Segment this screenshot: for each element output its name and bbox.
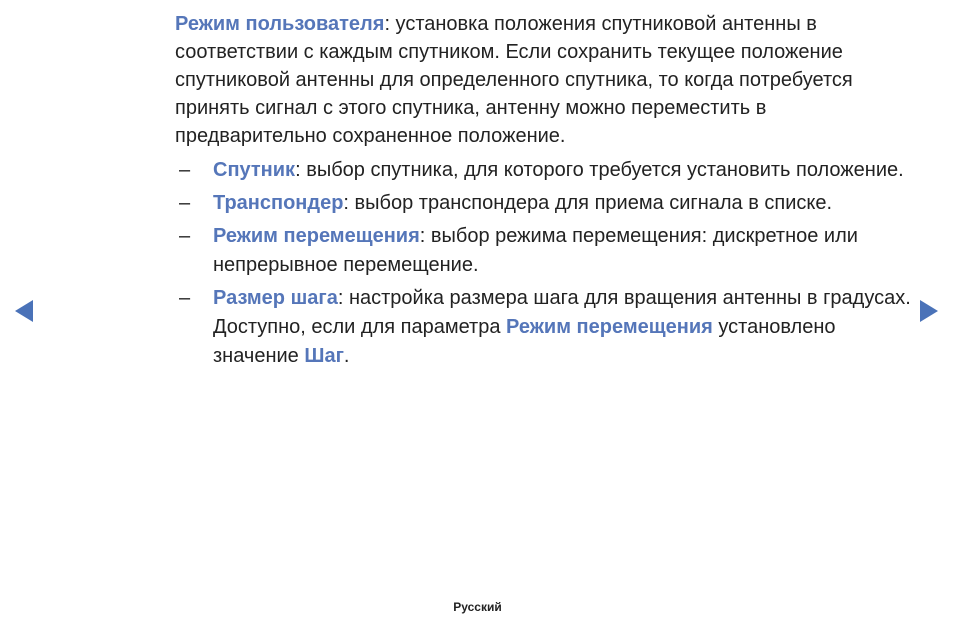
item-text: установлено значение (213, 316, 836, 367)
item-term: Транспондер (213, 192, 344, 214)
list-item-satellite (175, 156, 915, 185)
item-text: . (343, 345, 350, 367)
item-term: Размер шага (213, 287, 338, 309)
dash-bullet: – (179, 192, 191, 214)
list-item-transponder (175, 189, 915, 218)
footer-language: Русский (453, 600, 502, 614)
intro-paragraph (175, 10, 915, 150)
next-page-arrow-icon[interactable] (920, 300, 938, 322)
item-text: : выбор спутника, для которого требуется установить положение. (295, 159, 904, 181)
item-term-step: Шаг (304, 345, 344, 367)
dash-bullet: – (179, 287, 191, 309)
list-item-movement-mode (175, 222, 915, 280)
dash-bullet: – (179, 225, 191, 247)
item-text: : выбор режима перемещения: дискретное или непрерывное перемещение. (213, 225, 858, 276)
option-list (175, 156, 915, 371)
dash-bullet: – (179, 159, 191, 181)
item-text: : настройка размера шага для вращения антенны в градусах. Доступно, если для параметра (213, 287, 911, 338)
item-term: Режим перемещения (213, 225, 420, 247)
list-item-step-size (175, 284, 915, 371)
item-term: Спутник (213, 159, 296, 181)
main-content (175, 10, 915, 375)
intro-term: Режим пользователя (175, 13, 385, 35)
item-text: : выбор транспондера для приема сигнала в списке. (343, 192, 833, 214)
item-term-movement-mode: Режим перемещения (506, 316, 713, 338)
prev-page-arrow-icon[interactable] (15, 300, 33, 322)
intro-text: : установка положения спутниковой антенны в соответствии с каждым спутником. Если сохранить текущее положение спутниковой антенны для определенного спутника, то когда потребуется принять сигнал с этого спутника, антенну можно переместить в предварительно сохраненное положение. (175, 13, 853, 147)
